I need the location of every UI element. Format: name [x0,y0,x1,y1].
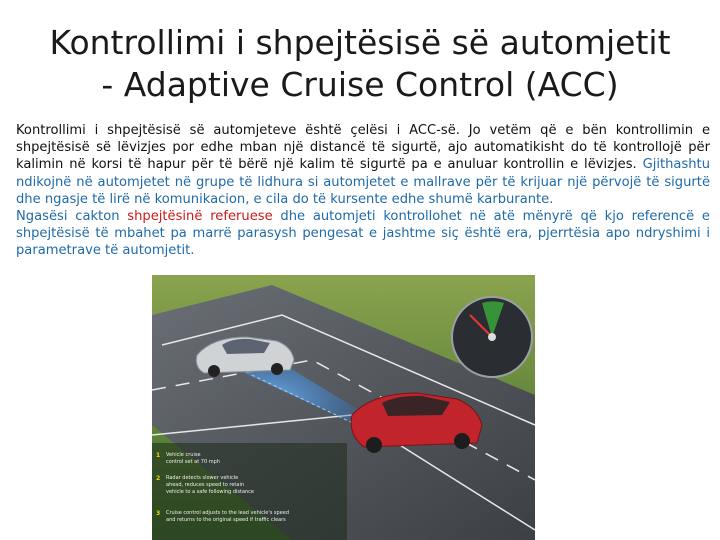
paragraph-1-blue: Gjithashtu ndikojnë në automjetet në grupe të lidhura si automjetet e mallrave për të krijuar një përvojë të sigurtë dhe ngasje të lirë në komunikacion, e cila do të kursente edhe shumë karburante. [16,157,710,207]
step-2-line-3: vehicle to a safe following distance [166,489,255,495]
step-1-line-1: Vehicle cruise [166,452,201,458]
step-3-number: 3 [156,510,161,517]
paragraph-1-black: Kontrollimi i shpejtësisë së automjeteve është çelësi i ACC-së. Jo vetëm që e bën kontrollimin e shpejtësisë së lëvizjes por edhe mban një distancë të sigurtë, ajo automatikisht do të kontrollojë për kalimin në korsi të hapur për të bërë një kalim të sigurtë pa e anuluar kontrollin e lëvizjes. [16,123,710,173]
acc-illustration-svg [152,275,535,540]
acc-illustration [152,275,535,540]
step-3-line-1: Cruise control adjusts to the lead vehicle's speed [166,510,290,516]
step-2-line-1: Radar detects slower vehicle [166,475,239,481]
reference-speed-term: shpejtësinë referuese [127,209,273,225]
step-2-number: 2 [156,475,161,482]
step-1-line-2: control set at 70 mph [166,459,220,465]
step-3-line-2: and returns to the original speed if traffic clears [166,517,286,523]
slide-title [0,22,720,106]
legend-step-3 [156,510,289,523]
body-text [16,122,710,260]
step-2-line-2: ahead, reduces speed to retain [166,482,245,488]
paragraph-2-blue-a: Ngasësi cakton [16,209,128,225]
paragraph-1 [16,122,710,208]
ego-car [351,393,482,453]
paragraph-2-blue-b: dhe automjeti kontrollohet në atë mënyrë që kjo referencë e shpejtësisë të mbahet pa marrë parasysh pengesat e jashtme siç është era, pjerrtësia apo ndryshimi i parametrave të automjetit. [16,209,710,259]
paragraph-2 [16,208,710,260]
speedometer [452,297,532,377]
step-1-number: 1 [156,452,161,459]
title-line-1: Kontrollimi i shpejtësisë së automjetit [49,23,671,62]
title-line-2: - Adaptive Cruise Control (ACC) [101,65,619,104]
